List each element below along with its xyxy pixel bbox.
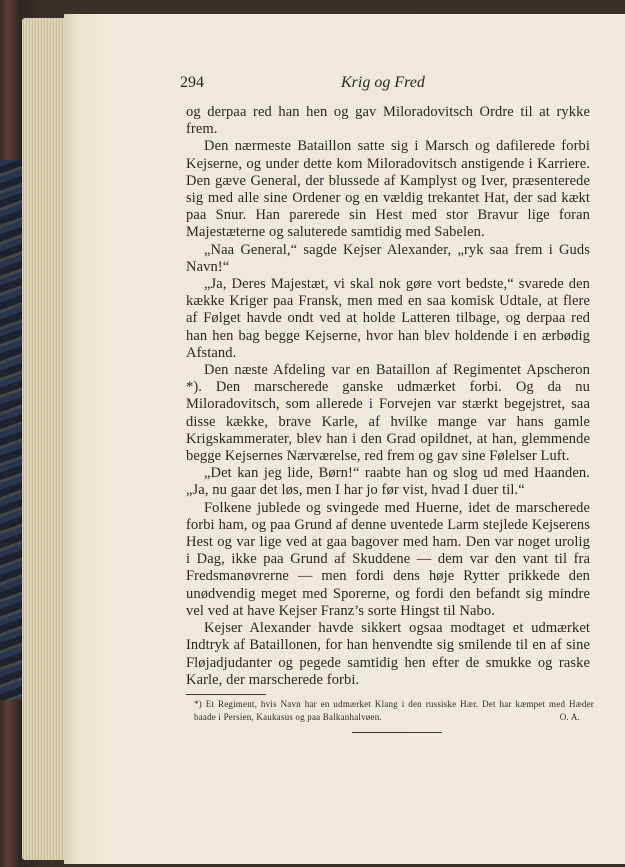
footnote-signature: O. A. bbox=[559, 712, 580, 722]
paragraph: „Ja, Deres Majestæt, vi skal nok gøre vort bedste,“ svarede den kække Kriger paa Fransk, men med en saa komisk Udtale, at flere af Følget havde ondt ved at holde Latteren tilbage, og derpaa red han hen bag begge Kejserne, hvor han blev holdende i en ærbødig Afstand. bbox=[186, 276, 590, 361]
page-number: 294 bbox=[180, 74, 204, 91]
paragraph: Folkene jublede og svingede med Huerne, idet de marscherede forbi ham, og paa Grund af denne uventede Larm stejlede Kejserens Hest og var lige ved at gaa bagover med ham. Den var noget urolig i Dag, ikke paa Grund af Skuddene — dem var den vant til fra Fredsmanøvrerne — men fordi dens høje Rytter prikkede den unødvendig meget med Sporerne, og fordi den befandt sig mindre vel ved at have Kejser Franz’s sorte Hingst til Nabo. bbox=[186, 499, 590, 619]
running-title: Krig og Fred bbox=[341, 74, 425, 91]
footnote bbox=[194, 698, 594, 724]
footnote-divider bbox=[186, 694, 266, 695]
paragraph: „Det kan jeg lide, Børn!“ raabte han og slog ud med Haanden. „Ja, nu gaar det løs, men I har jo før vist, hvad I duer til.“ bbox=[186, 465, 590, 499]
paragraph: Kejser Alexander havde sikkert ogsaa modtaget et udmærket Indtryk af Bataillonen, for han henvendte sig smilende til en af sine Fløjadjudanter og pegede samtidig hen efter de smukke og raske Karle, der marscherede forbi. bbox=[186, 620, 590, 688]
paragraph: Den næste Afdeling var en Bataillon af Regimentet Apscheron *). Den marscherede ganske udmærket forbi. Og da nu Miloradovitsch, som allerede i Forvejen var stærkt begejstret, saa disse kække, brave Karle, af hvilke mange var hans gamle Krigskammerater, blev han i den Grad opildnet, at han, glemmende begge Kejsernes Nærværelse, red frem og gav sine Følelser Luft. bbox=[186, 362, 590, 465]
marbled-endpaper bbox=[0, 160, 22, 700]
paragraph: og derpaa red han hen og gav Miloradovitsch Ordre til at rykke frem. bbox=[186, 104, 590, 138]
end-divider bbox=[352, 732, 442, 733]
body-text bbox=[186, 104, 590, 689]
paragraph: „Naa General,“ sagde Kejser Alexander, „ryk saa frem i Guds Navn!“ bbox=[186, 241, 590, 275]
paragraph: Den nærmeste Bataillon satte sig i Marsch og dafilerede forbi Kejserne, og under dette kom Miloradovitsch anstigende i Karriere. Den gæve General, der blussede af Kamplyst og Iver, præsenterede sig med alle sine Ordener og en vældig trekantet Hat, der sad kækt paa Snur. Han parerede sin Hest med stor Bravur lige foran Majestæterne og saluterede samtidig med Sabelen. bbox=[186, 138, 590, 241]
page-edges bbox=[22, 18, 70, 860]
footnote-text: *) Et Regiment, hvis Navn har en udmærket Klang i den russiske Hær. Det har kæmpet med Hæder baade i Persien, Kaukasus og paa Balkanhalvøen. bbox=[194, 699, 594, 722]
